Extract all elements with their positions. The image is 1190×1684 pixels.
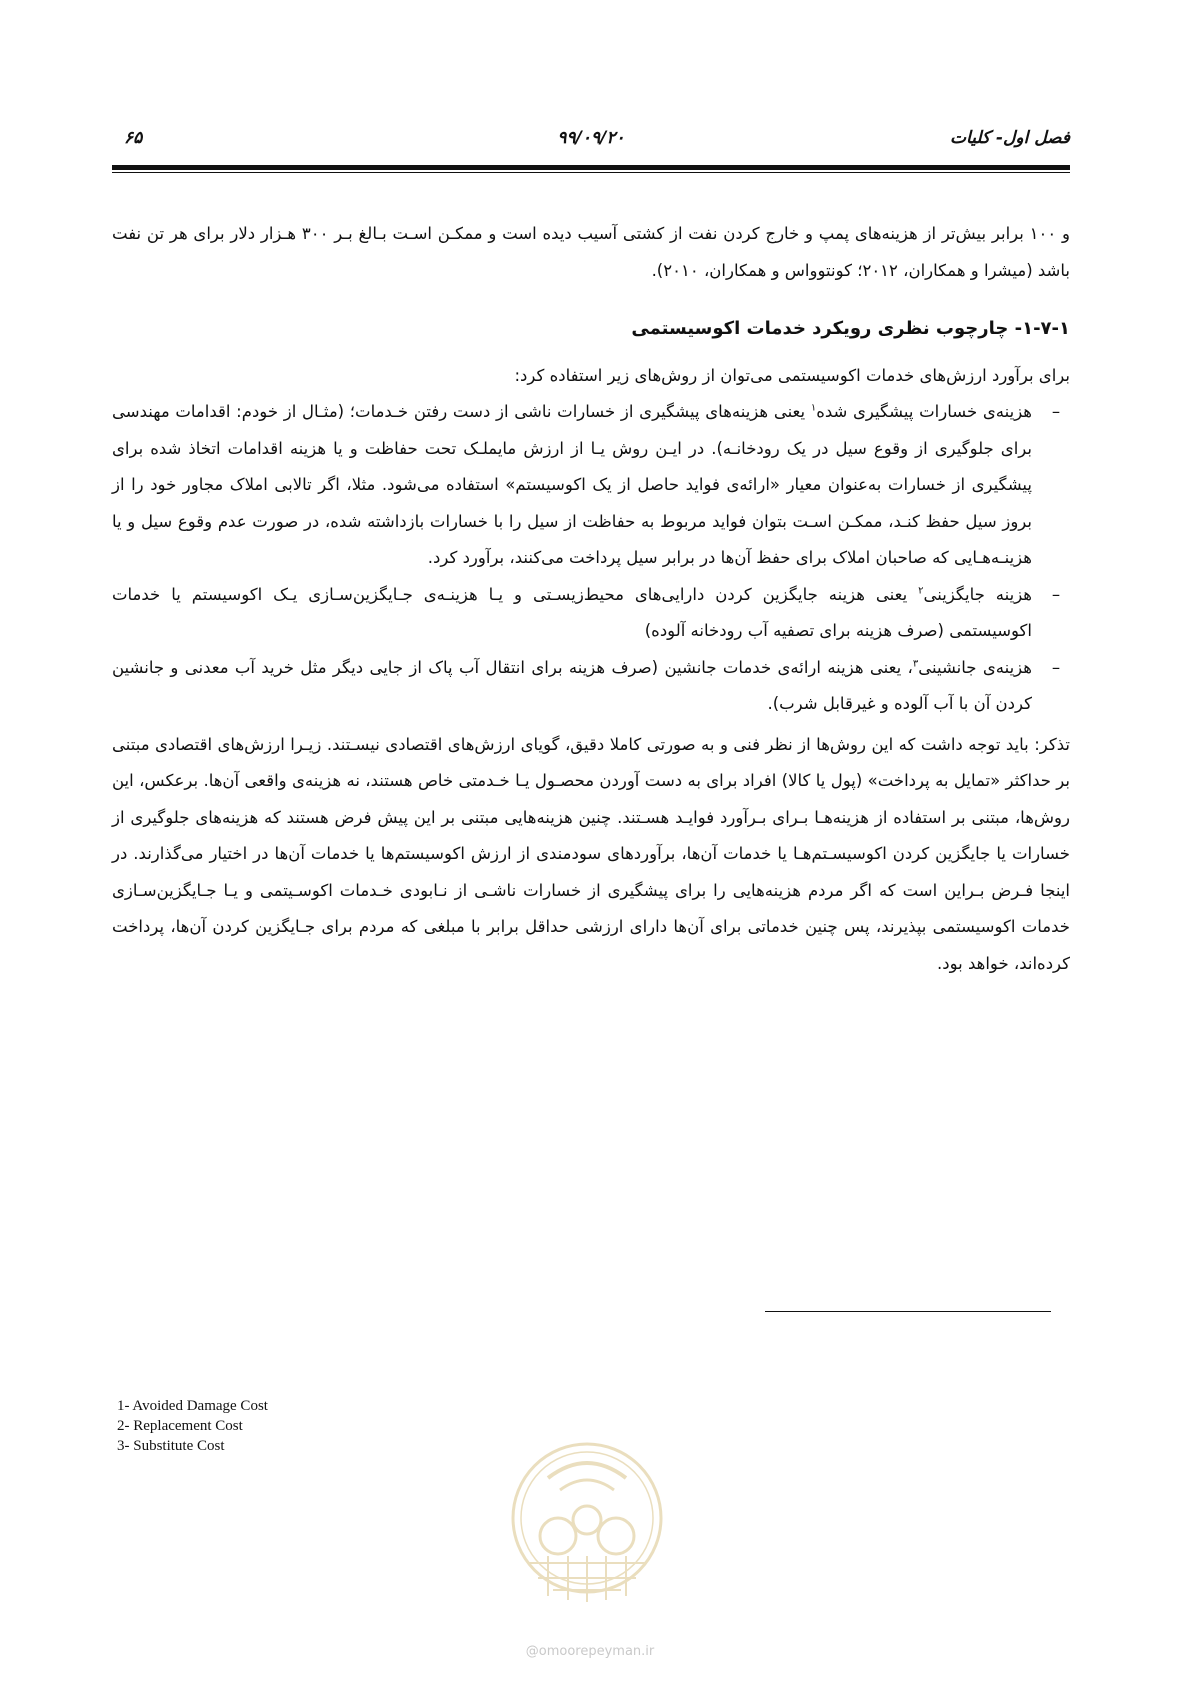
note-paragraph: تذکر: باید توجه داشت که این روش‌ها از نظر فنی و به صورتی کاملا دقیق، گویای ارزش‌های اقتصادی نیسـتند. زیـرا ارزش‌های اقتصادی مبتنی بر حداکثر «تمایل به پرداخت» (پول یا کالا) افراد برای به دست آوردن محصـول یـا خـدمتی خاص هستند، نه هزینه‌ی واقعی آن‌ها. برعکس، این روش‌ها، مبتنی بر استفاده از هزینه‌هـا بـرای بـرآورد فوایـد هسـتند. چنین هزینه‌هایی مبتنی بر این پیش فرض هستند که هزینه‌های جلوگیری از خسارات یا جایگزین کردن اکوسیسـتم‌هـا یا خدمات آن‌ها، برآوردهای سودمندی از ارزش اکوسیستم‌ها یا خدمات آن‌ها در اختیار می‌گذارند. در اینجا فـرض بـراین است که اگر مردم هزینه‌هایی را برای پیشگیری از خسارات ناشـی از نـابودی خـدمات اکوسـیتمی و یـا جـایگزین‌سـازی خدمات اکوسیستمی بپذیرند، پس چنین خدماتی برای آن‌ها دارای ارزشی حداقل برابر با مبلغی که مردم برای جـایگزین کردن آن‌ها، پرداخت کرده‌اند، خواهد بود. [112,734,1070,973]
section-heading: ۱-۷-۱- چارچوب نظری رویکرد خدمات اکوسیستمی [631,318,1070,339]
page-number: ۶۵ [124,128,143,148]
list-item [112,650,1070,723]
list-item-text: یعنی هزینه جایگزین کردن دارایی‌های محیط‌زیسـتی و یـا هزینـه‌ی جـایگزین‌سـازی یـک اکوسیستم یا خدمات اکوسیستمی (صرف هزینه برای تصفیه آب رودخانه آلوده) [112,584,1032,640]
footnote-ref: ۱ [810,402,817,414]
footnote: 3- Substitute Cost [117,1438,225,1454]
running-header [112,128,1070,156]
header-date: ۹۹/۰۹/۲۰ [557,128,625,148]
dash-bullet-icon: – [1051,402,1061,421]
methods-list [112,394,1070,723]
list-item-text: ، یعنی هزینه ارائه‌ی خدمات جانشین (صرف هزینه برای انتقال آب پاک از جایی دیگر مثل خرید آب معدنی و جانشین کردن آن با آب آلوده و غیرقابل شرب). [112,657,1032,713]
footnote: 1- Avoided Damage Cost [117,1398,268,1414]
list-item-text: یعنی هزینه‌های پیشگیری از خسارات ناشی از دست رفتن خـدمات؛ (مثـال از خودم: اقدامات مهندسی برای جلوگیری از وقوع سیل در یک رودخانـه). در ایـن روش یـا از ارزش مایملـک تحت حفاظت و یا هزینه اقدامات اتخاذ شده برای پیشگیری از خسارات به‌عنوان معیار «ارائه‌ی فواید حاصل از یک اکوسیستم» استفاده می‌شود. مثلا، اگر تالابی املاک مجاور خود را از بروز سیل حفظ کنـد، ممکـن اسـت بتوان فواید مربوط به حفاظت از سیل را با خسارات بازداشته شده، در صورت عدم وقوع سیل و یا هزینـه‌هـایی که صاحبان املاک برای حفظ آن‌ها در برابر سیل پرداخت می‌کنند، برآورد کرد. [112,402,1032,567]
footnote-separator [765,1311,1051,1312]
header-rule-thick [112,165,1070,170]
dash-bullet-icon: – [1051,657,1061,677]
paragraph-continued: و ۱۰۰ برابر بیش‌تر از هزینه‌های پمپ و خارج کردن نفت از کشتی آسیب دیده است و ممکـن اسـت بـالغ بـر ۳۰۰ هـزار دلار برای هر تن نفت باشد (میشرا و همکاران، ۲۰۱۲؛ کونتوواس و همکاران، ۲۰۱۰). [112,224,1070,280]
list-item-term: هزینه‌ی خسارات پیشگیری شده [816,402,1032,421]
footnote-ref: ۲ [918,585,924,596]
list-item-term: هزینه جایگزینی [923,584,1033,604]
footnote-ref: ۳ [912,658,919,669]
list-item-term: هزینه‌ی جانشینی [918,657,1032,677]
list-item [112,394,1070,577]
header-rule-thin [112,172,1070,173]
footnote: 2- Replacement Cost [117,1418,243,1434]
body-text [112,216,1070,982]
chapter-title: فصل اول- کلیات [950,128,1070,148]
intro-sentence: برای برآورد ارزش‌های خدمات اکوسیستمی می‌توان از روش‌های زیر استفاده کرد: [514,365,1070,385]
dash-bullet-icon: – [1051,584,1061,604]
watermark-url: @omoorepeyman.ir [525,1644,655,1659]
list-item [112,577,1070,650]
seal-logo-icon [508,1438,666,1608]
